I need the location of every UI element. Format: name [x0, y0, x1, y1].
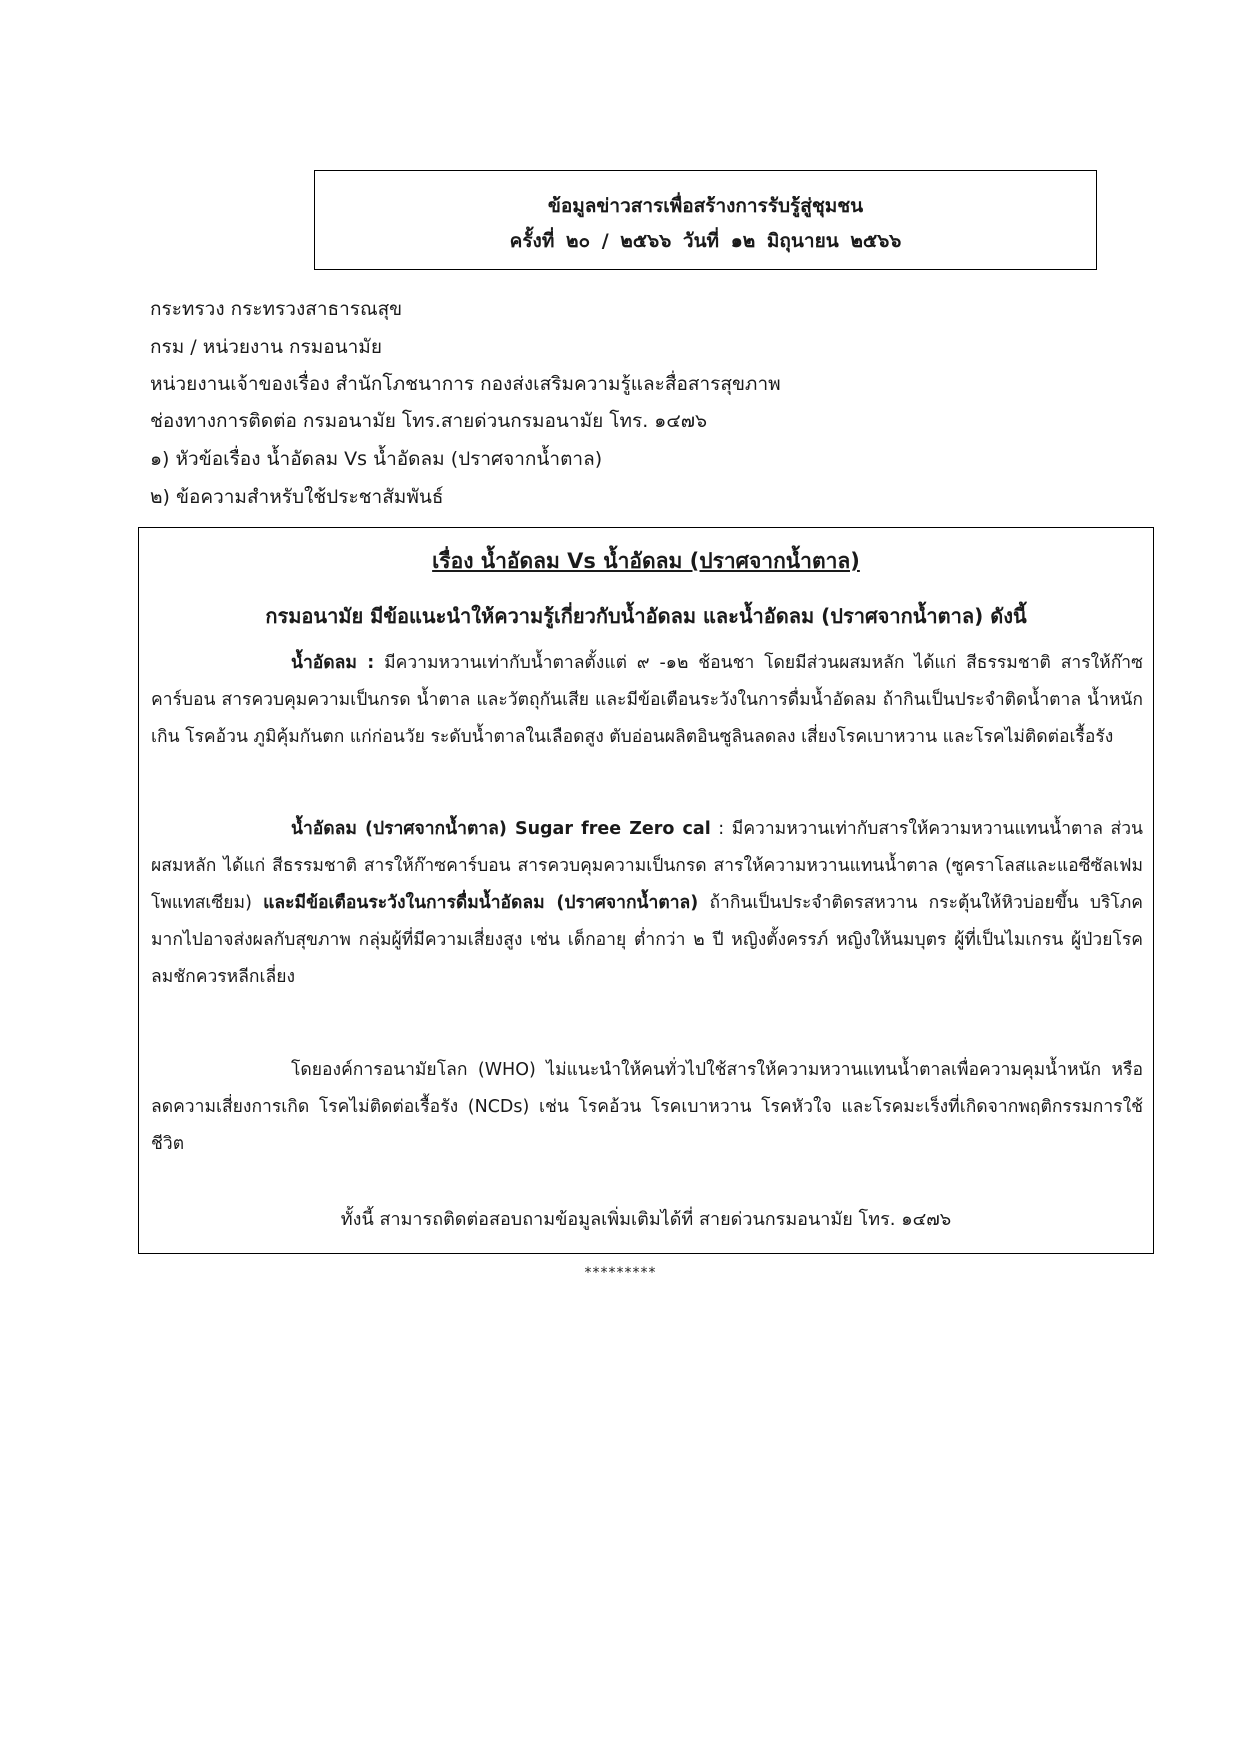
info-contact: ช่องทางการติดต่อ กรมอนามัย โทร.สายด่วนกรมอนามัย โทร. ๑๔๗๖	[150, 410, 708, 432]
paragraph-sugar-free-warning: และมีข้อเตือนระวังในการดื่มน้ำอัดลม (ปราศจากน้ำตาล)	[263, 893, 699, 913]
header-issue: ครั้งที่ ๒๐ / ๒๕๖๖ วันที่ ๑๒ มิถุนายน ๒๕๖๖	[509, 230, 902, 252]
paragraph-soda-text: มีความหวานเท่ากับน้ำตาลตั้งแต่ ๙ -๑๒ ช้อนชา โดยมีส่วนผสมหลัก ได้แก่ สีธรรมชาติ สารให้ก๊าซคาร์บอน สารควบคุมความเป็นกรด น้ำตาล และวัตถุกันเสีย และมีข้อเตือนระวังในการดื่มน้ำอัดลม ถ้ากินเป็นประจำติดน้ำตาล น้ำหนักเกิน โรคอ้วน ภูมิคุ้มกันตก แก่ก่อนวัย ระดับน้ำตาลในเลือดสูง ตับอ่อนผลิตอินซูลินลดลง เสี่ยงโรคเบาหวาน และโรคไม่ติดต่อเรื้อรัง	[151, 653, 1144, 747]
paragraph-soda-heading: น้ำอัดลม :	[291, 653, 375, 673]
header-box	[314, 170, 1097, 270]
paragraph-soda	[151, 645, 1143, 756]
content-title: เรื่อง น้ำอัดลม Vs น้ำอัดลม (ปราศจากน้ำตาล)	[432, 549, 860, 573]
content-box	[138, 527, 1154, 1254]
closing-contact: ทั้งนี้ สามารถติดต่อสอบถามข้อมูลเพิ่มเติมได้ที่ สายด่วนกรมอนามัย โทร. ๑๔๗๖	[340, 1209, 952, 1230]
info-owner: หน่วยงานเจ้าของเรื่อง สำนักโภชนาการ กองส่งเสริมความรู้และสื่อสารสุขภาพ	[150, 373, 781, 395]
paragraph-sugar-free-soda	[151, 811, 1143, 996]
info-message-label: ๒) ข้อความสำหรับใช้ประชาสัมพันธ์	[150, 486, 444, 508]
paragraph-sugar-free-heading: น้ำอัดลม (ปราศจากน้ำตาล) Sugar free Zero cal	[291, 819, 711, 839]
info-department: กรม / หน่วยงาน กรมอนามัย	[150, 336, 382, 358]
paragraph-who-text: โดยองค์การอนามัยโลก (WHO) ไม่แนะนำให้คนทั่วไปใช้สารให้ความหวานแทนน้ำตาลเพื่อความคุมน้ำหนัก หรือลดความเสี่ยงการเกิด โรคไม่ติดต่อเรื้อรัง (NCDs) เช่น โรคอ้วน โรคเบาหวาน โรคหัวใจ และโรคมะเร็งที่เกิดจากพฤติกรรมการใช้ชีวิต	[151, 1060, 1143, 1154]
paragraph-who	[151, 1052, 1143, 1163]
content-intro: กรมอนามัย มีข้อแนะนำให้ความรู้เกี่ยวกับน้ำอัดลม และน้ำอัดลม (ปราศจากน้ำตาล) ดังนี้	[265, 604, 1027, 628]
end-marker: *********	[584, 1265, 657, 1281]
paragraph-sugar-free-text-2: ถ้ากินเป็นประจำติดรสหวาน กระตุ้นให้หิวบ่อยขึ้น บริโภคมากไปอาจส่งผลกับสุขภาพ กลุ่มผู้ที่มีความเสี่ยงสูง เช่น เด็กอายุ ต่ำกว่า ๒ ปี หญิงตั้งครรภ์ หญิงให้นมบุตร ผู้ที่เป็นไมเกรน ผู้ป่วยโรคลมชักควรหลีกเลี่ยง	[151, 893, 1143, 987]
info-ministry: กระทรวง กระทรวงสาธารณสุข	[150, 298, 403, 320]
header-title: ข้อมูลข่าวสารเพื่อสร้างการรับรู้สู่ชุมชน	[547, 195, 864, 217]
paragraph-sugar-free-text: : มีความหวานเท่ากับสารให้ความหวานแทนน้ำตาล ส่วนผสมหลัก ได้แก่ สีธรรมชาติ สารให้ก๊าซคาร์บอน สารควบคุมความเป็นกรด สารให้ความหวานแทนน้ำตาล (ซูคราโลสและแอซีซัลเฟมโพแทสเซียม)	[151, 819, 1143, 913]
info-topic: ๑) หัวข้อเรื่อง น้ำอัดลม Vs น้ำอัดลม (ปราศจากน้ำตาล)	[150, 448, 603, 470]
